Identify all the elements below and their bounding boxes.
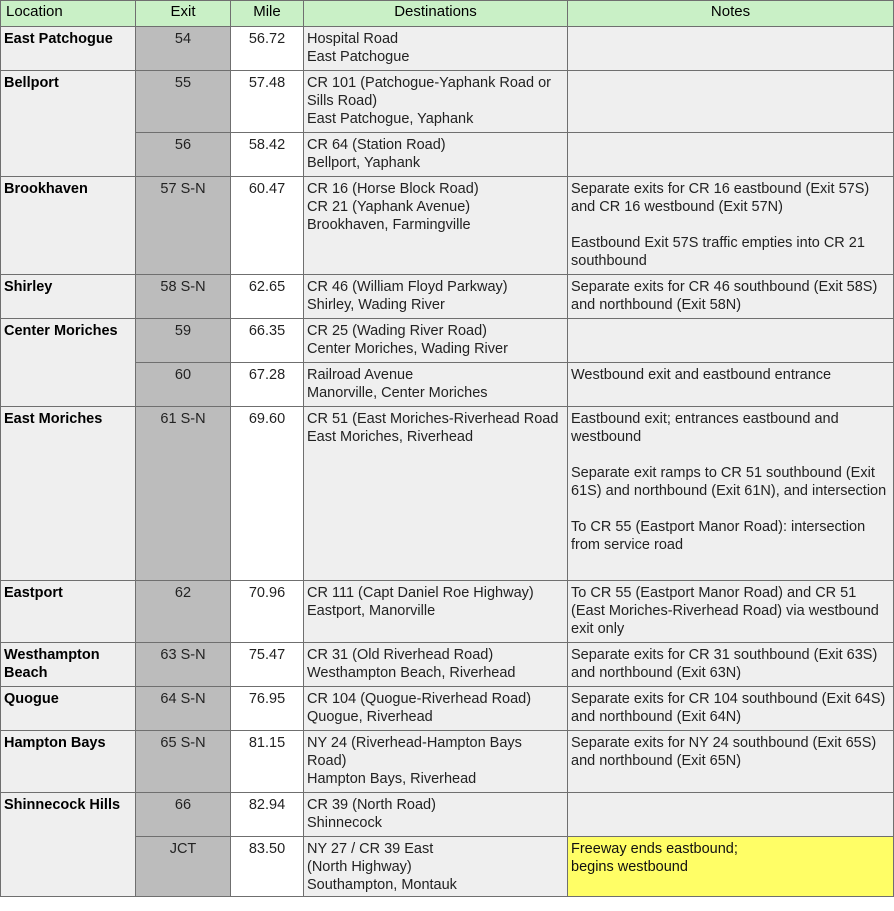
exit-number-cell: 57 S-N: [136, 177, 231, 275]
destinations-cell: [304, 687, 568, 731]
destination-line: Shinnecock: [307, 815, 382, 831]
destination-line: Southampton, Montauk: [307, 877, 457, 893]
destination-line: CR 46 (William Floyd Parkway): [307, 279, 508, 295]
exit-number-cell: 59: [136, 319, 231, 363]
destination-line: CR 25 (Wading River Road): [307, 323, 487, 339]
exit-number-cell: 56: [136, 133, 231, 177]
exit-number-cell: 62: [136, 581, 231, 643]
mile-cell: 70.96: [231, 581, 304, 643]
destinations-cell: [304, 407, 568, 581]
destination-line: East Patchogue, Yaphank: [307, 111, 474, 127]
location-cell: Brookhaven: [1, 177, 136, 275]
destination-line: East Patchogue: [307, 49, 410, 65]
destination-line: (North Highway): [307, 859, 412, 875]
destination-line: Shirley, Wading River: [307, 297, 445, 313]
table-row: [1, 275, 894, 319]
table-row: [1, 27, 894, 71]
note-paragraph: Separate exit ramps to CR 51 southbound (Exit 61S) and northbound (Exit 61N), and intersection: [571, 465, 887, 499]
destination-line: CR 111 (Capt Daniel Roe Highway): [307, 585, 534, 601]
note-paragraph: Separate exits for CR 16 eastbound (Exit 57S) and CR 16 westbound (Exit 57N): [571, 181, 870, 215]
destination-line: CR 16 (Horse Block Road): [307, 181, 479, 197]
note-paragraph: Eastbound exit; entrances eastbound and westbound: [571, 411, 839, 445]
exit-column-header: Exit: [136, 1, 231, 27]
destination-line: CR 21 (Yaphank Avenue): [307, 199, 471, 215]
destinations-cell: [304, 71, 568, 133]
destination-line: Center Moriches, Wading River: [307, 341, 508, 357]
destinations-cell: [304, 731, 568, 793]
mile-cell: 62.65: [231, 275, 304, 319]
table-header-row: [1, 1, 894, 27]
mile-cell: 81.15: [231, 731, 304, 793]
location-cell: East Patchogue: [1, 27, 136, 71]
notes-cell: [568, 793, 894, 837]
destination-line: Hampton Bays, Riverhead: [307, 771, 477, 787]
table-row: [1, 319, 894, 363]
notes-cell: [568, 731, 894, 793]
mile-cell: 83.50: [231, 837, 304, 897]
table-row: [1, 731, 894, 793]
destinations-cell: [304, 363, 568, 407]
destinations-cell: [304, 133, 568, 177]
note-paragraph: To CR 55 (Eastport Manor Road) and CR 51 (East Moriches-Riverhead Road) via westbound exit only: [571, 585, 879, 637]
note-paragraph: Separate exits for NY 24 southbound (Exit 65S) and northbound (Exit 65N): [571, 735, 877, 769]
destination-line: Hospital Road: [307, 31, 399, 47]
notes-cell: [568, 27, 894, 71]
exit-number-cell: 66: [136, 793, 231, 837]
exit-number-cell: JCT: [136, 837, 231, 897]
table-row: [1, 581, 894, 643]
table-row: [1, 407, 894, 581]
notes-cell: [568, 71, 894, 133]
notes-column-header: Notes: [568, 1, 894, 27]
destinations-cell: [304, 793, 568, 837]
notes-cell: [568, 687, 894, 731]
destinations-cell: [304, 177, 568, 275]
mile-cell: 82.94: [231, 793, 304, 837]
exit-number-cell: 61 S-N: [136, 407, 231, 581]
destination-line: CR 104 (Quogue-Riverhead Road): [307, 691, 532, 707]
notes-cell: [568, 407, 894, 581]
note-paragraph: Separate exits for CR 46 southbound (Exit 58S) and northbound (Exit 58N): [571, 279, 878, 313]
destinations-cell: [304, 837, 568, 897]
destination-line: Bellport, Yaphank: [307, 155, 421, 171]
mile-cell: 57.48: [231, 71, 304, 133]
location-column-header: Location: [1, 1, 136, 27]
exit-number-cell: 58 S-N: [136, 275, 231, 319]
mile-cell: 56.72: [231, 27, 304, 71]
mile-cell: 60.47: [231, 177, 304, 275]
destinations-cell: [304, 319, 568, 363]
note-paragraph: To CR 55 (Eastport Manor Road): intersection from service road: [571, 519, 866, 553]
table-row: [1, 71, 894, 133]
exit-number-cell: 63 S-N: [136, 643, 231, 687]
location-cell: East Moriches: [1, 407, 136, 581]
exit-number-cell: 65 S-N: [136, 731, 231, 793]
notes-cell: [568, 319, 894, 363]
location-cell: Shirley: [1, 275, 136, 319]
mile-cell: 67.28: [231, 363, 304, 407]
table-row: [1, 793, 894, 837]
exit-number-cell: 60: [136, 363, 231, 407]
notes-cell: [568, 177, 894, 275]
exit-number-cell: 64 S-N: [136, 687, 231, 731]
exit-number-cell: 54: [136, 27, 231, 71]
note-paragraph: Separate exits for CR 31 southbound (Exit 63S) and northbound (Exit 63N): [571, 647, 878, 681]
destinations-cell: [304, 643, 568, 687]
mile-cell: 75.47: [231, 643, 304, 687]
table-row: [1, 643, 894, 687]
destination-line: NY 24 (Riverhead-Hampton Bays Road): [307, 735, 522, 769]
table-row: [1, 687, 894, 731]
destination-line: Eastport, Manorville: [307, 603, 436, 619]
location-cell: Eastport: [1, 581, 136, 643]
table-row: [1, 177, 894, 275]
location-cell: Center Moriches: [1, 319, 136, 407]
destination-line: East Moriches, Riverhead: [307, 429, 474, 445]
mile-cell: 58.42: [231, 133, 304, 177]
destination-line: Railroad Avenue: [307, 367, 414, 383]
destination-line: Manorville, Center Moriches: [307, 385, 488, 401]
destination-line: Westhampton Beach, Riverhead: [307, 665, 516, 681]
notes-cell: [568, 275, 894, 319]
notes-cell: [568, 133, 894, 177]
notes-cell: [568, 363, 894, 407]
location-cell: Westhampton Beach: [1, 643, 136, 687]
destination-line: CR 101 (Patchogue-Yaphank Road or Sills Road): [307, 75, 551, 109]
destinations-cell: [304, 275, 568, 319]
notes-cell: [568, 581, 894, 643]
mile-cell: 69.60: [231, 407, 304, 581]
destination-line: CR 31 (Old Riverhead Road): [307, 647, 494, 663]
location-cell: Hampton Bays: [1, 731, 136, 793]
location-cell: Bellport: [1, 71, 136, 177]
exit-number-cell: 55: [136, 71, 231, 133]
destination-line: Quogue, Riverhead: [307, 709, 433, 725]
note-paragraph: Eastbound Exit 57S traffic empties into CR 21 southbound: [571, 235, 865, 269]
destinations-cell: [304, 27, 568, 71]
location-cell: Quogue: [1, 687, 136, 731]
destination-line: CR 51 (East Moriches-Riverhead Road: [307, 411, 559, 427]
mile-column-header: Mile: [231, 1, 304, 27]
mile-cell: 76.95: [231, 687, 304, 731]
destinations-column-header: Destinations: [304, 1, 568, 27]
note-line: begins westbound: [571, 859, 688, 875]
note-paragraph: Separate exits for CR 104 southbound (Exit 64S) and northbound (Exit 64N): [571, 691, 886, 725]
destination-line: Brookhaven, Farmingville: [307, 217, 471, 233]
notes-cell: [568, 643, 894, 687]
note-line: Freeway ends eastbound;: [571, 841, 738, 857]
freeway-terminus-note-cell: [568, 837, 894, 897]
location-cell: Shinnecock Hills: [1, 793, 136, 897]
mile-cell: 66.35: [231, 319, 304, 363]
destination-line: CR 64 (Station Road): [307, 137, 446, 153]
destinations-cell: [304, 581, 568, 643]
destination-line: CR 39 (North Road): [307, 797, 436, 813]
note-paragraph: Westbound exit and eastbound entrance: [571, 367, 832, 383]
destination-line: NY 27 / CR 39 East: [307, 841, 434, 857]
